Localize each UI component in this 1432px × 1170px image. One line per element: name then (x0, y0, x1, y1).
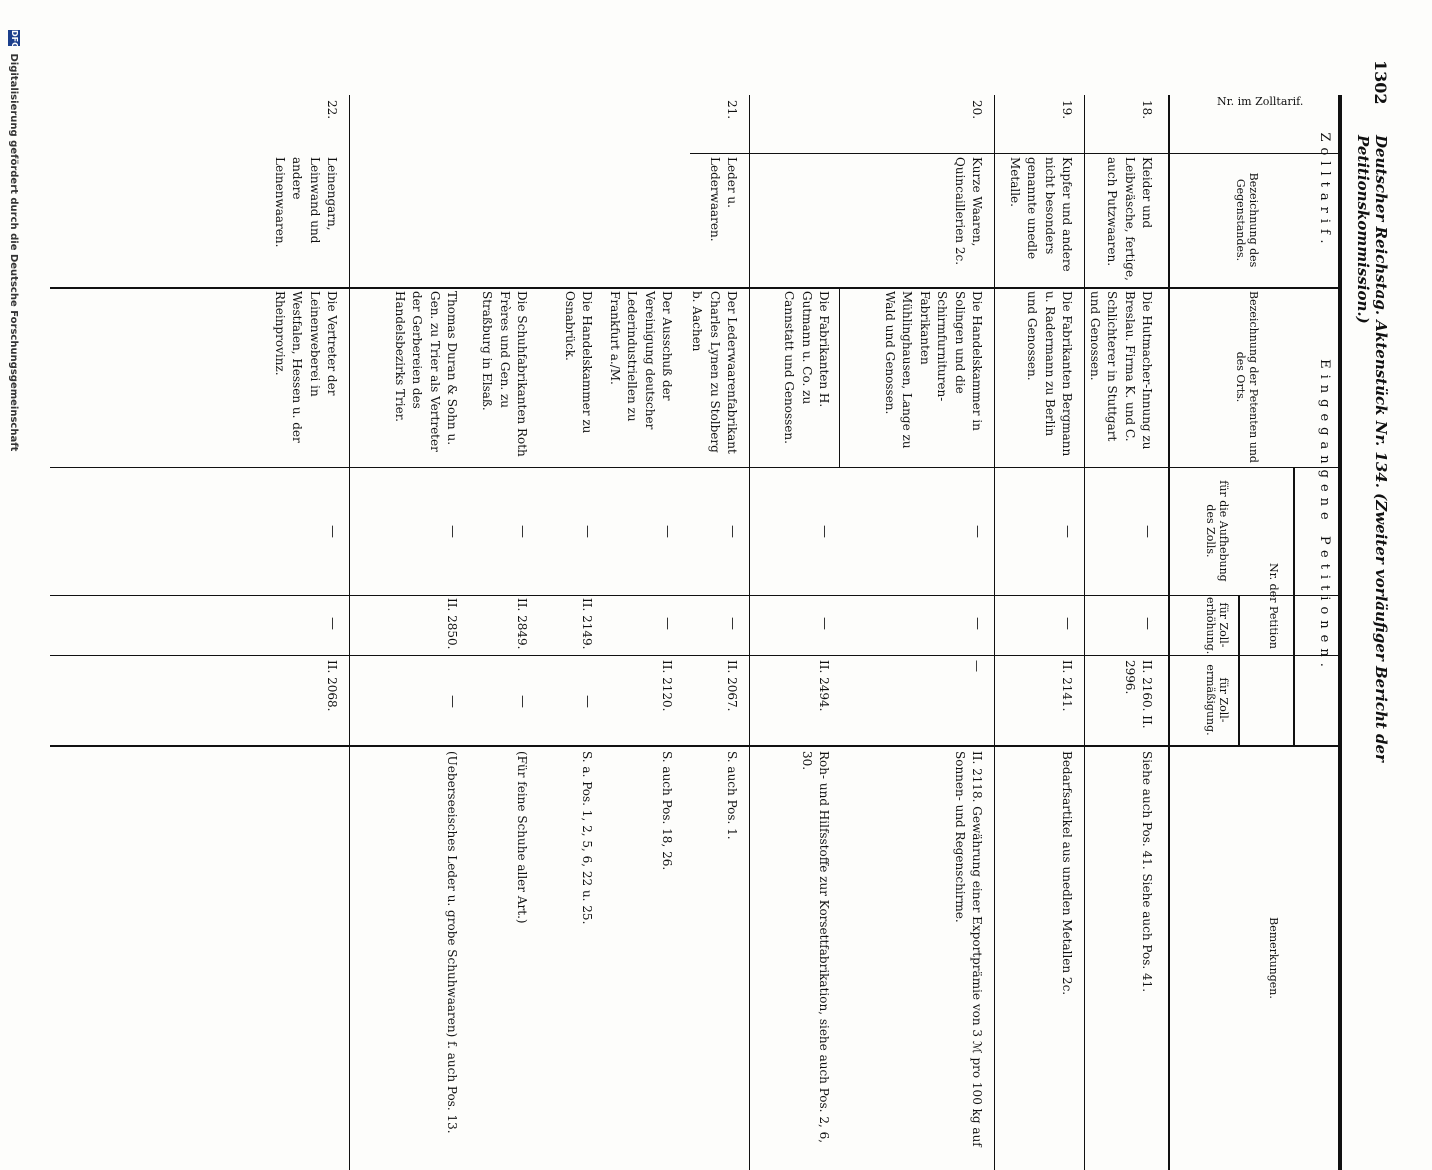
erhoehung-value: — (725, 617, 740, 630)
aufhebung-value: — (580, 525, 595, 538)
row-nr: 21. (725, 100, 739, 120)
petent-text: Der Ausschuß der Vereinigung deutscher Lederindustriellen zu Frankfurt a./M. (607, 291, 674, 430)
bemerkung-text: Siehe auch Pos. 41. Siehe auch Pos. 41. (1140, 751, 1154, 993)
petent-text: Der Lederwaarenfabrikant Charles Lynen zu Stolberg b. Aachen (690, 291, 739, 454)
erhoehung-value: — (970, 617, 985, 630)
ermaessigung-value: II. 2067. (725, 660, 739, 712)
erhoehung-value: — (1140, 617, 1155, 630)
col-header-petenten: Bezeichnung der Petenten und des Orts. (1233, 291, 1260, 463)
row-gegenstand: Kleider und Leibwäsche, fertige, auch Putzwaaren. (1105, 157, 1154, 281)
erhoehung-value: II. 2850. (445, 598, 459, 650)
petent-text: Die Vertreter der Leinenweberei in Westfalen, Hessen u. der Rheinprovinz. (272, 291, 339, 443)
erhoehung-value: II. 2149. (580, 598, 594, 650)
ermaessigung-value: II. 2160. II. 2996. (1122, 660, 1154, 729)
petent-text: Die Fabrikanten Bergmann u. Radermann zu Berlin und Genossen. (1025, 291, 1074, 457)
petent-text: Die Fabrikanten H. Gutmann u. Co. zu Cannstatt und Genossen. (782, 291, 831, 444)
petent-text: Die Hutmacher-Innung zu Breslau. Firma K. und C. Schlichterer in Stuttgart und Genossen. (1087, 291, 1154, 450)
erhoehung-value: — (817, 617, 832, 630)
petent-text: Thomas Duran & Sohn u. Gen. zu Trier als Vertreter der Gerbereien des Handelsbezirks Trier. (392, 291, 459, 452)
credit-text: Digitalisierung gefördert durch die Deutsche Forschungsgemeinschaft (8, 53, 19, 452)
running-title: Deutscher Reichstag. Aktenstück Nr. 134. (Zweiter vorläufiger Bericht der Petitionskommission.) (1354, 135, 1390, 762)
col-header-nr: Nr. im Zolltarif. (1216, 95, 1304, 108)
aufhebung-value: — (660, 525, 675, 538)
bemerkung-text: Bedarfsartikel aus unedlen Metallen 2c. (1060, 751, 1074, 996)
petent-text: Die Handelskammer zu Osnabrück. (562, 291, 594, 434)
row-gegenstand: Leinengarn, Leinwand und andere Leinenwaaren. (272, 157, 339, 248)
ermaessigung-value: — (580, 695, 595, 708)
aufhebung-value: — (515, 525, 530, 538)
erhoehung-value: II. 2849. (515, 598, 529, 650)
dfg-logo: DFG (10, 30, 19, 49)
ermaessigung-value: II. 2141. (1060, 660, 1074, 712)
bemerkung-text: S. a. Pos. 1, 2, 5, 6, 22 u. 25. (580, 751, 594, 925)
page-number: 1302 (1371, 60, 1390, 105)
erhoehung-value: — (325, 617, 340, 630)
group-petitions: Eingegangene Petitionen. (1317, 359, 1332, 673)
col-header-erhoehung: für Zoll-erhöhung. (1203, 597, 1230, 655)
row-nr: 18. (1140, 100, 1154, 120)
row-nr: 22. (325, 100, 339, 120)
bemerkung-text: (Ueberseeisches Leder u. grobe Schuhwaaren) f. auch Pos. 13. (445, 751, 459, 1134)
bemerkung-text: S. auch Pos. 1. (725, 751, 739, 840)
petition-table (50, 95, 1342, 1170)
group-zolltarif: Zolltarif. (1317, 132, 1332, 250)
bemerkung-text: II. 2118. Gewährung einer Exportprämie von 3 ℳ pro 100 kg auf Sonnen- und Regenschirme. (952, 751, 984, 1147)
col-header-aufhebung: für die Aufhebung des Zolls. (1203, 480, 1230, 582)
page-header (1354, 60, 1398, 940)
ermaessigung-value: — (445, 695, 460, 708)
group-petition-numbers: Nr. der Petition (1267, 563, 1280, 649)
aufhebung-value: — (445, 525, 460, 538)
bemerkung-text: Roh- und Hilfsstoffe zur Korsettfabrikation, siehe auch Pos. 2, 6, 30. (799, 751, 831, 1144)
erhoehung-value: — (660, 617, 675, 630)
aufhebung-value: — (817, 525, 832, 538)
row-gegenstand: Kurze Waaren, Quincaillerien 2c. (952, 157, 984, 266)
col-header-bemerkungen: Bemerkungen. (1267, 917, 1280, 999)
row-gegenstand: Kupfer und andere nicht besonders genannte unedle Metalle. (1007, 157, 1074, 272)
col-header-ermaessigung: für Zoll-ermäßigung. (1203, 664, 1230, 736)
petent-text: Die Schuhfabrikanten Roth Frères und Gen. zu Straßburg in Elsaß. (480, 291, 529, 457)
ermaessigung-value: — (970, 660, 984, 672)
bemerkung-text: (Für feine Schuhe aller Art.) (515, 751, 529, 924)
row-nr: 20. (970, 100, 984, 120)
ermaessigung-value: — (515, 695, 530, 708)
ermaessigung-value: II. 2120. (660, 660, 674, 712)
ermaessigung-value: II. 2494. (817, 660, 831, 712)
petent-text: Die Handelskammer in Solingen und die Schirmfurnituren-Fabrikanten Mühlinghausen, Lange zu Wald und Genossen. (883, 291, 984, 449)
bemerkung-text: S. auch Pos. 18, 26. (660, 751, 674, 871)
aufhebung-value: — (725, 525, 740, 538)
row-gegenstand: Leder u. Lederwaaren. (707, 157, 739, 242)
erhoehung-value: — (1060, 617, 1075, 630)
row-nr: 19. (1060, 100, 1074, 120)
aufhebung-value: — (1140, 525, 1155, 538)
aufhebung-value: — (325, 525, 340, 538)
aufhebung-value: — (970, 525, 985, 538)
digitization-credit (8, 30, 20, 451)
col-header-gegenstand: Bezeichnung des Gegenstandes. (1233, 172, 1260, 268)
ermaessigung-value: II. 2068. (325, 660, 339, 712)
aufhebung-value: — (1060, 525, 1075, 538)
